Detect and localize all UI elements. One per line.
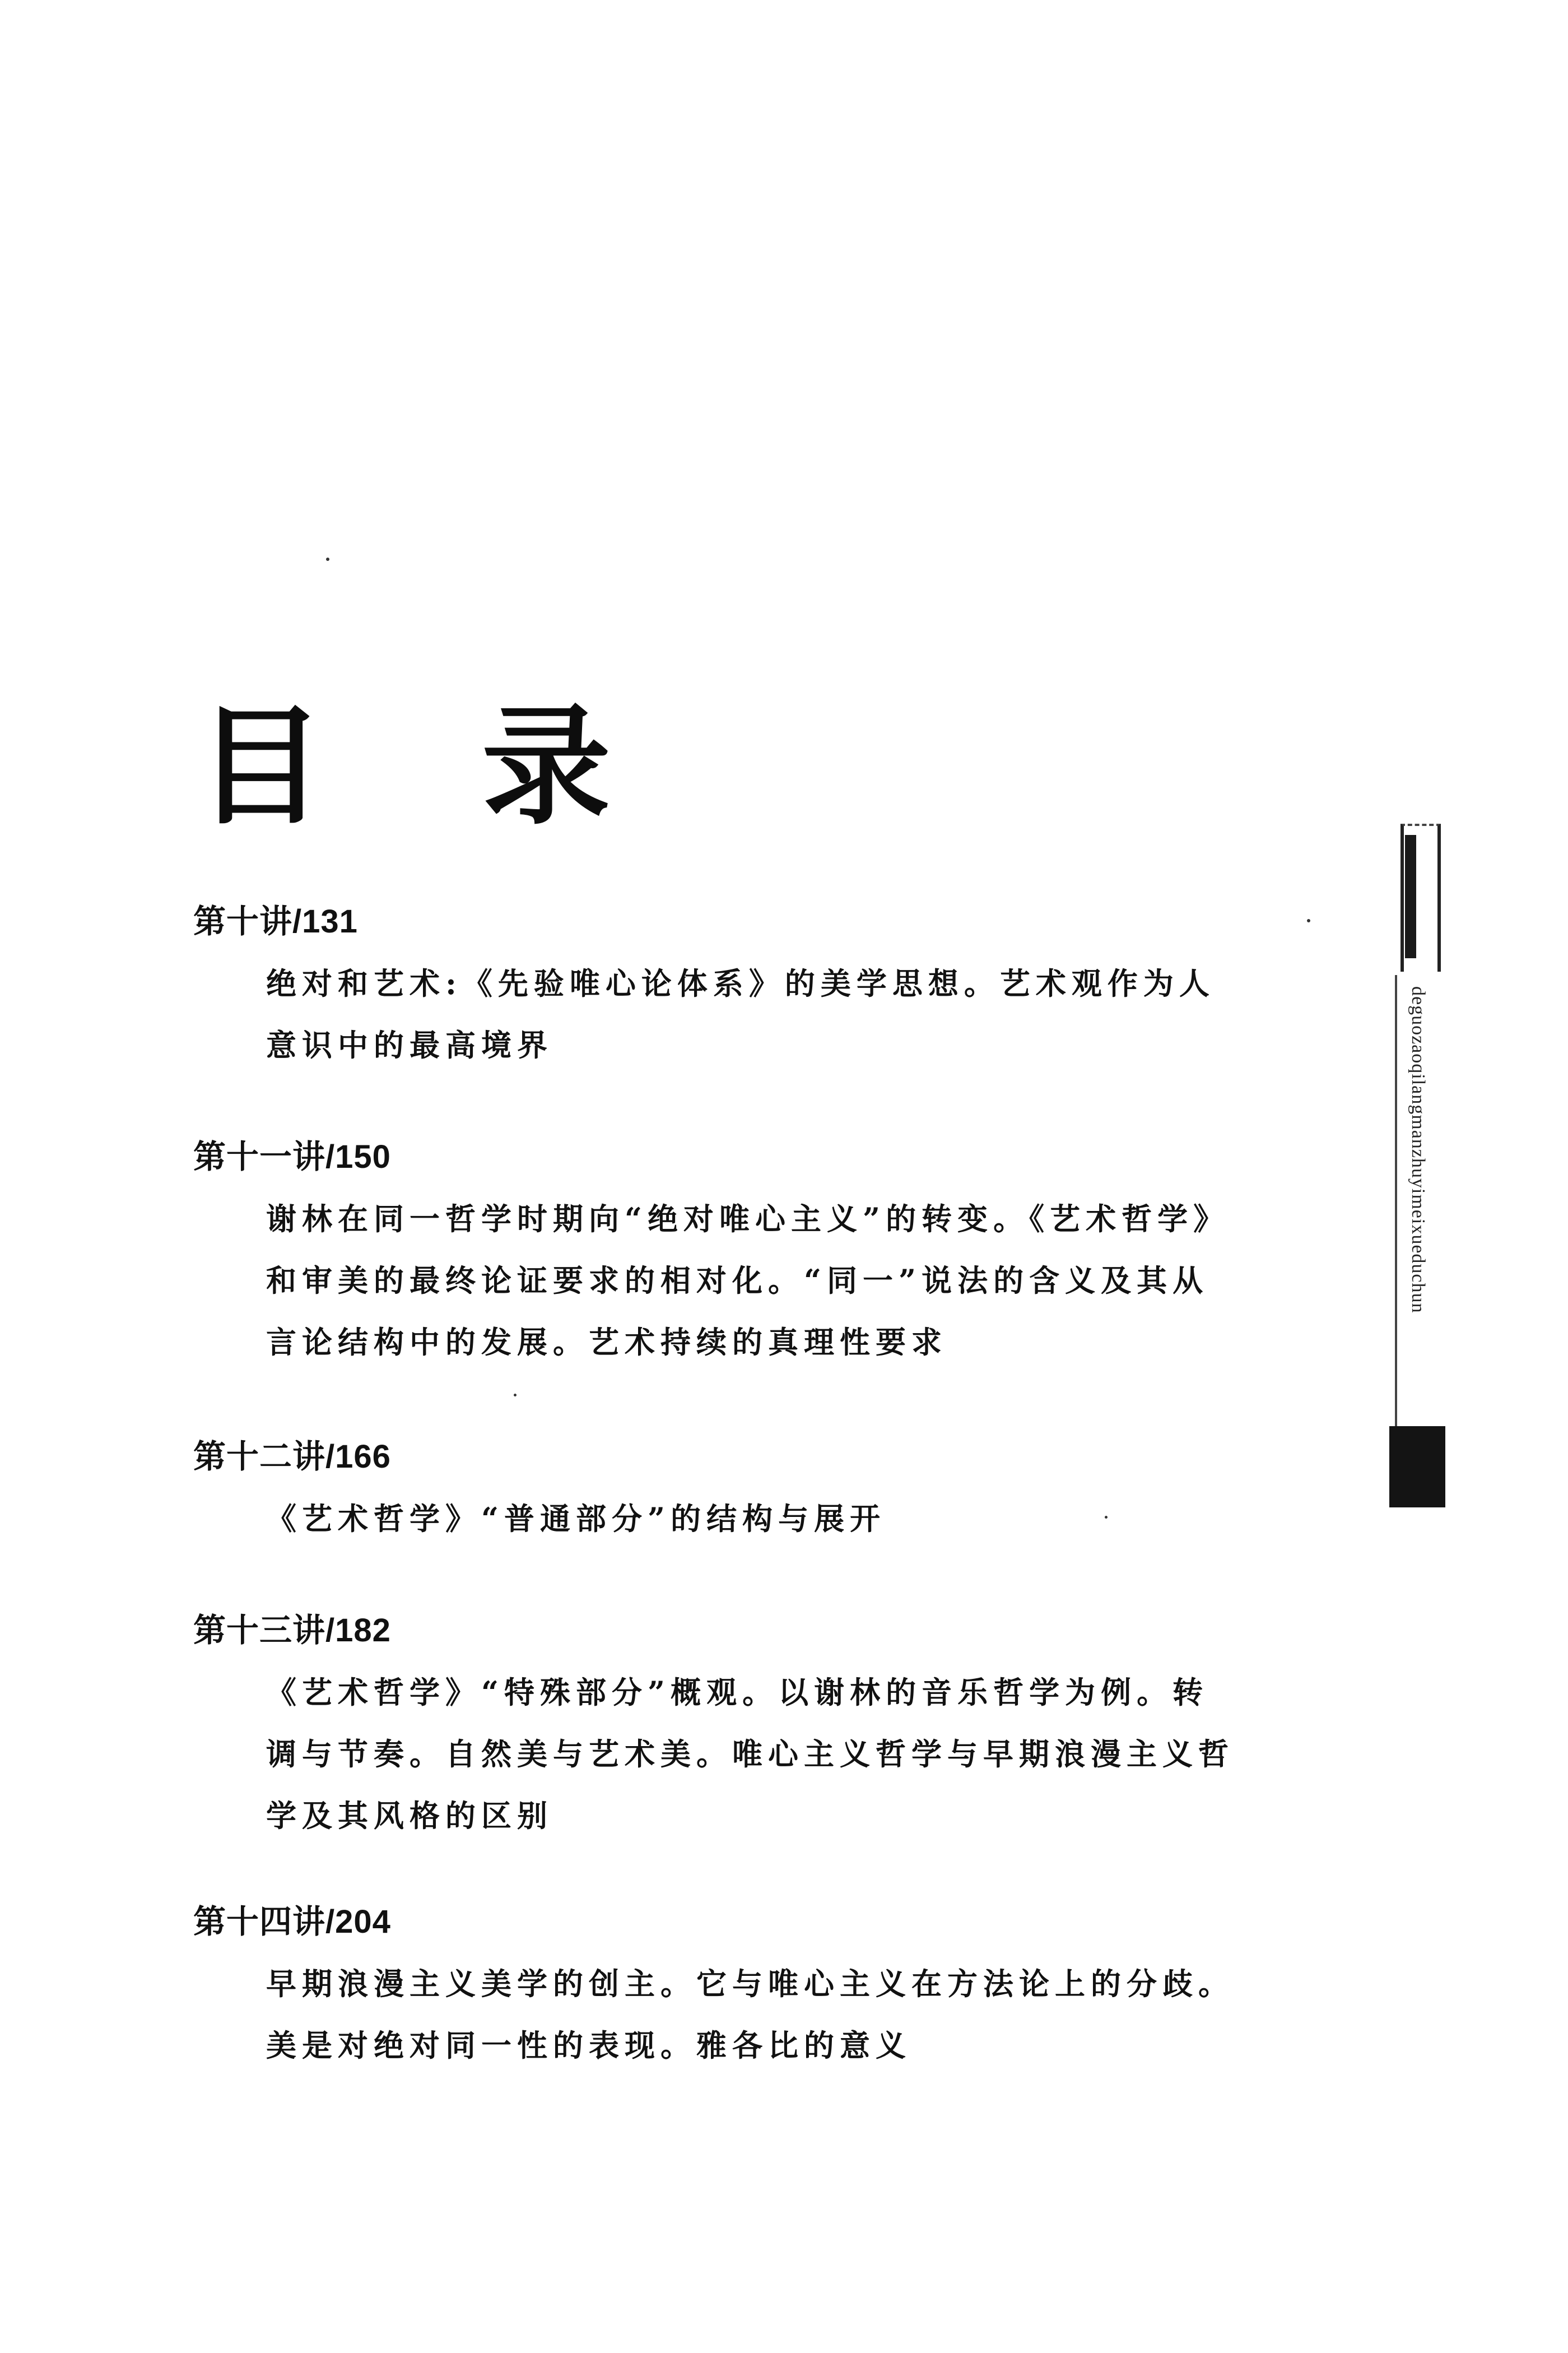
toc-entry-description: 谢林在同一哲学时期向“绝对唯心主义”的转变。《艺术哲学》和审美的最终论证要求的相对化。“同一”说法的含义及其从言论结构中的发展。艺术持续的真理性要求 — [266, 1201, 1230, 1360]
toc-entry — [193, 1138, 1241, 1373]
side-tab-logo-mark — [1405, 835, 1416, 958]
toc-entry-description: 绝对和艺术:《先验唯心论体系》的美学思想。艺术观作为人意识中的最高境界 — [266, 966, 1215, 1063]
toc-entry-heading: 第十四讲/204 — [193, 1904, 391, 1940]
side-tab-rule — [1395, 975, 1397, 1457]
toc-entry-description: 早期浪漫主义美学的创主。它与唯心主义在方法论上的分歧。美是对绝对同一性的表现。雅各比的意义 — [266, 1966, 1234, 2063]
scan-speck — [1307, 919, 1310, 922]
toc-entry — [193, 1611, 1241, 1846]
side-tab-black-block — [1389, 1426, 1445, 1507]
scan-speck — [1105, 1516, 1108, 1519]
toc-entry — [193, 1902, 1241, 2076]
page-title: 目 录 — [196, 693, 667, 842]
toc-entry — [193, 902, 1241, 1076]
toc-entry — [193, 1437, 1241, 1549]
toc-entry-description: 《艺术哲学》“普通部分”的结构与展开 — [266, 1501, 886, 1537]
scan-speck — [514, 1394, 517, 1396]
toc-entry-heading: 第十二讲/166 — [193, 1438, 391, 1475]
side-thumb-tab — [1389, 824, 1445, 1507]
toc-entry-heading: 第十讲/131 — [193, 903, 358, 940]
side-tab-vertical-text: deguozaoqilangmanzhuyimeixueduchun — [1408, 986, 1429, 1314]
toc-entry-heading: 第十一讲/150 — [193, 1139, 391, 1175]
scan-speck — [326, 558, 329, 561]
toc-entry-heading: 第十三讲/182 — [193, 1612, 391, 1649]
toc-entry-description: 《艺术哲学》“特殊部分”概观。以谢林的音乐哲学为例。转调与节奏。自然美与艺术美。唯心主义哲学与早期浪漫主义哲学及其风格的区别 — [266, 1674, 1234, 1834]
